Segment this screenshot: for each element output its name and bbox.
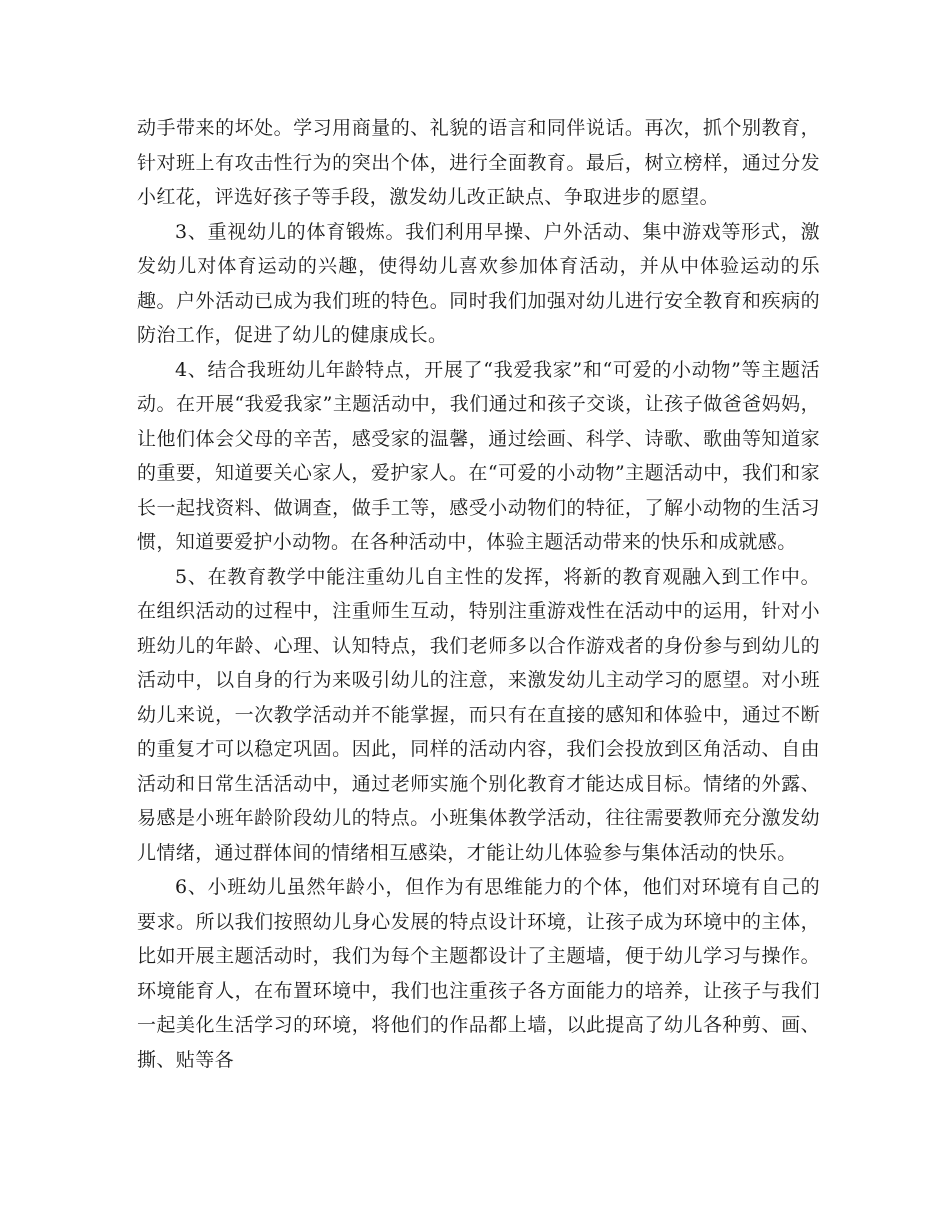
paragraph-item-6: 6、小班幼儿虽然年龄小，但作为有思维能力的个体，他们对环境有自己的要求。所以我们按照幼儿身心发展的特点设计环境，让孩子成为环境中的主体，比如开展主题活动时，我们为每个主题都设计了主题墙，便于幼儿学习与操作。环境能育人，在布置环境中，我们也注重孩子各方面能力的培养，让孩子与我们一起美化生活学习的环境，将他们的作品都上墙，以此提高了幼儿各种剪、画、撕、贴等各 [137, 876, 820, 1071]
paragraph-item-3: 3、重视幼儿的体育锻炼。我们利用早操、户外活动、集中游戏等形式，激发幼儿对体育运动的兴趣，使得幼儿喜欢参加体育活动，并从中体验运动的乐趣。户外活动已成为我们班的特色。同时我们加强对幼儿进行安全教育和疾病的防治工作，促进了幼儿的健康成长。 [137, 220, 820, 346]
paragraph-continuation: 动手带来的坏处。学习用商量的、礼貌的语言和同伴说话。再次，抓个别教育，针对班上有攻击性行为的突出个体，进行全面教育。最后，树立榜样，通过分发小红花，评选好孩子等手段，激发幼儿改正缺点、争取进步的愿望。 [137, 117, 820, 208]
paragraph-item-5: 5、在教育教学中能注重幼儿自主性的发挥，将新的教育观融入到工作中。在组织活动的过程中，注重师生互动，特别注重游戏性在活动中的运用，针对小班幼儿的年龄、心理、认知特点，我们老师多以合作游戏者的身份参与到幼儿的活动中，以自身的行为来吸引幼儿的注意，来激发幼儿主动学习的愿望。对小班幼儿来说，一次教学活动并不能掌握，而只有在直接的感知和体验中，通过不断的重复才可以稳定巩固。因此，同样的活动内容，我们会投放到区角活动、自由活动和日常生活活动中，通过老师实施个别化教育才能达成目标。情绪的外露、易感是小班年龄阶段幼儿的特点。小班集体教学活动，往往需要教师充分激发幼儿情绪，通过群体间的情绪相互感染，才能让幼儿体验参与集体活动的快乐。 [137, 565, 820, 864]
document-body [137, 111, 820, 1077]
paragraph-item-4: 4、结合我班幼儿年龄特点，开展了“我爱我家”和“可爱的小动物”等主题活动。在开展“我爱我家”主题活动中，我们通过和孩子交谈，让孩子做爸爸妈妈，让他们体会父母的辛苦，感受家的温馨，通过绘画、科学、诗歌、歌曲等知道家的重要，知道要关心家人，爱护家人。在“可爱的小动物”主题活动中，我们和家长一起找资料、做调查，做手工等，感受小动物们的特征，了解小动物的生活习惯，知道要爱护小动物。在各种活动中，体验主题活动带来的快乐和成就感。 [137, 358, 820, 553]
